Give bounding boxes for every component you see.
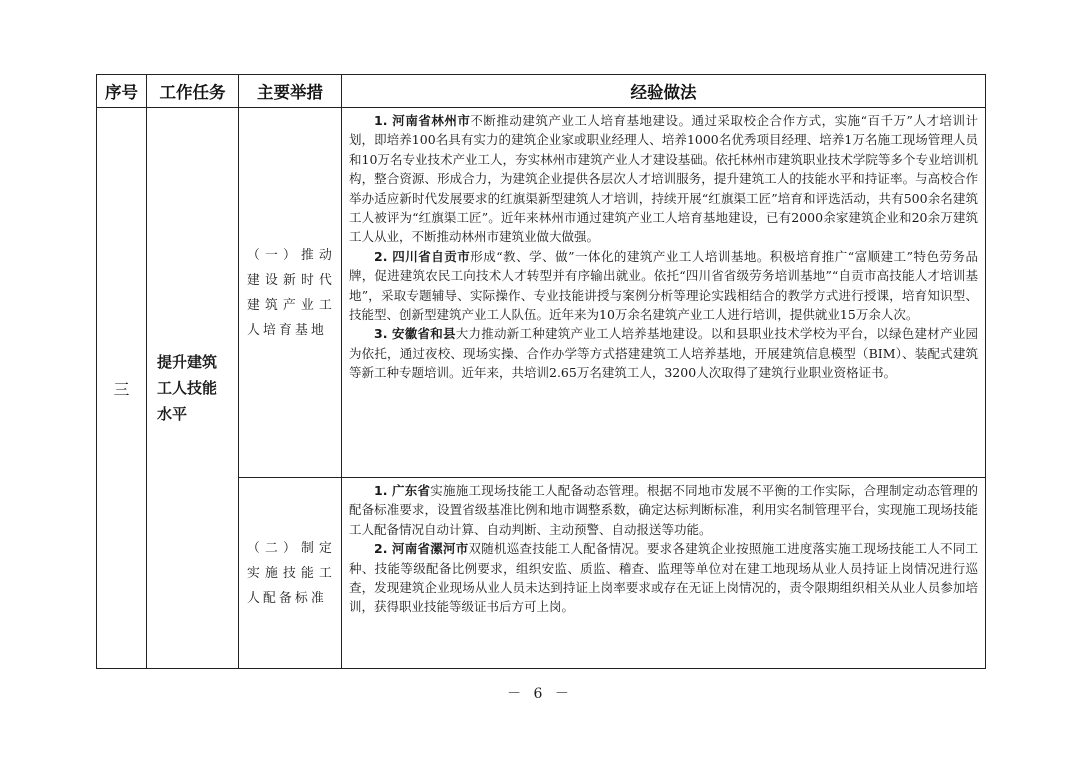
- experience-text: 双随机巡查技能工人配备情况。要求各建筑企业按照施工进度落实施工现场技能工人不同工种、技能等级配备比例要求，组织安监、质监、稽查、监理等单位对在建工地现场从业人员持证上岗情况进行巡查，发现建筑企业现场从业人员未达到持证上岗率要求或存在无证上岗情况的，责令限期组织相关从业人员参加培训，获得职业技能等级证书后方可上岗。: [349, 541, 978, 615]
- experience-text: 实施施工现场技能工人配备动态管理。根据不同地市发展不平衡的工作实际，合理制定动态管理的配备标准要求，设置省级基准比例和地市调整系数，确定达标判断标准，利用实名制管理平台，实现施工现场技能工人配备情况自动计算、自动判断、主动预警、自动报送等功能。: [349, 483, 978, 537]
- page-number: － 6 －: [507, 686, 573, 702]
- measure-cell: （二）制定实施技能工人配备标准: [239, 478, 342, 669]
- region-name: 1. 河南省林州市: [374, 113, 471, 128]
- experience-item: [349, 111, 978, 247]
- experience-cell: [342, 108, 986, 478]
- region-name: 2. 四川省自贡市: [374, 248, 471, 264]
- task-cell: 提升建筑工人技能水平: [147, 108, 239, 669]
- header-experience: 经验做法: [342, 75, 986, 108]
- region-name: 1. 广东省: [374, 483, 431, 498]
- table-header-row: [97, 75, 986, 108]
- table-row: [97, 108, 986, 478]
- region-name: 2. 河南省漯河市: [374, 541, 469, 557]
- experience-item: [349, 247, 978, 325]
- experience-item: [349, 539, 978, 617]
- experience-text: 形成“教、学、做”一体化的建筑产业工人培训基地。积极培育推广“富顺建工”特色劳务品牌，促进建筑农民工向技术人才转型并有序输出就业。依托“四川省省级劳务培训基地”“自贡市高技能人才培训基地”，采取专题辅导、实际操作、专业技能讲授与案例分析等理论实践相结合的教学方式进行授课，培育知识型、技能型、创新型建筑产业工人队伍。近年来为10万余名建筑产业工人进行培训，提供就业15万余人次。: [349, 248, 978, 323]
- experience-item: [349, 481, 978, 539]
- measure-cell: （一）推动建设新时代建筑产业工人培育基地: [239, 108, 342, 478]
- experience-table: [96, 74, 986, 669]
- header-measure: 主要举措: [239, 75, 342, 108]
- header-task: 工作任务: [147, 75, 239, 108]
- experience-text: 不断推动建筑产业工人培育基地建设。通过采取校企合作方式，实施“百千万”人才培训计划，即培养100名具有实力的建筑企业家或职业经理人、培养1000名优秀项目经理、培养1万名施工现场管理人员和10万名专业技术产业工人，夯实林州市建筑产业人才建设基础。依托林州市建筑职业技术学院等多个专业培训机构，整合资源、形成合力，为建筑企业提供各层次人才培训服务，提升建筑工人的技能水平和持证率。与高校合作举办适应新时代发展要求的红旗渠新型建筑人才培训，持续开展“红旗渠工匠”培育和评选活动，共有500余名建筑工人被评为“红旗渠工匠”。近年来林州市通过建筑产业工人培育基地建设，已有2000余家建筑企业和20余万建筑工人从业，不断推动林州市建筑业做大做强。: [349, 113, 978, 245]
- header-seq: 序号: [97, 75, 147, 108]
- experience-text: 大力推动新工种建筑产业工人培养基地建设。以和县职业技术学校为平台，以绿色建材产业园为依托，通过夜校、现场实操、合作办学等方式搭建建筑工人培养基地，开展建筑信息模型（BIM）、装配式建筑等新工种专题培训。近年来，共培训2.65万名建筑工人，3200人次取得了建筑行业职业资格证书。: [349, 326, 978, 381]
- seq-cell: 三: [97, 108, 147, 669]
- region-name: 3. 安徽省和县: [374, 326, 456, 342]
- experience-cell: [342, 478, 986, 669]
- experience-item: [349, 324, 978, 382]
